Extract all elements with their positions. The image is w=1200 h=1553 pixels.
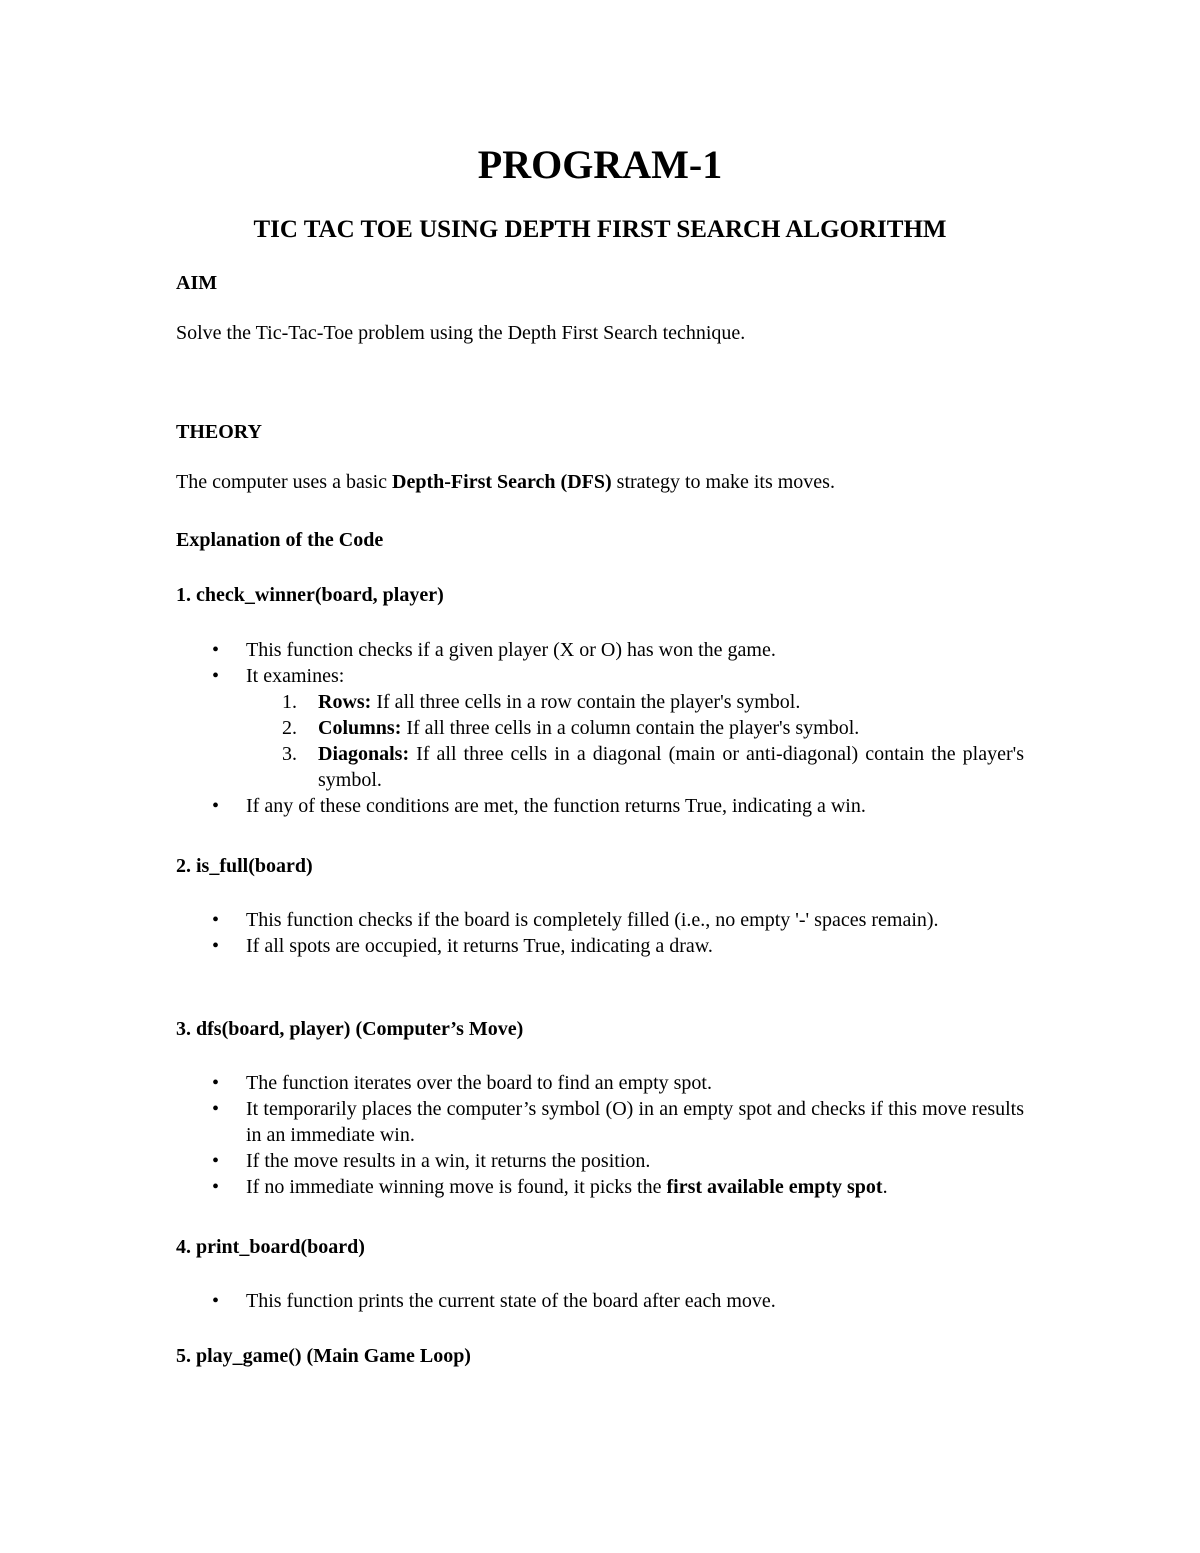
criteria-number: 3. <box>282 743 297 765</box>
section-2-list <box>176 907 1024 959</box>
section-3-heading: 3. dfs(board, player) (Computer’s Move) <box>176 1018 524 1040</box>
list-item <box>176 793 1024 819</box>
aim-text: Solve the Tic-Tac-Toe problem using the Depth First Search technique. <box>176 322 746 344</box>
explanation-heading: Explanation of the Code <box>176 529 384 551</box>
bullet-icon: • <box>212 1290 220 1312</box>
section-4-heading: 4. print_board(board) <box>176 1236 365 1258</box>
theory-text-end: strategy to make its moves. <box>611 471 835 493</box>
list-item <box>176 1070 1024 1096</box>
list-item <box>176 1174 1024 1200</box>
criteria-item <box>246 741 1024 793</box>
list-item <box>176 933 1024 959</box>
list-item-text: It examines: <box>246 665 345 687</box>
list-item <box>176 1096 1024 1148</box>
criteria-list <box>246 689 1024 793</box>
criteria-label: Columns: <box>318 717 402 739</box>
criteria-item <box>246 689 1024 715</box>
list-item-text: If the move results in a win, it returns the position. <box>246 1150 651 1172</box>
section-2-heading: 2. is_full(board) <box>176 855 313 877</box>
bullet-icon: • <box>212 795 220 817</box>
bullet-icon: • <box>212 1176 220 1198</box>
list-item <box>176 663 1024 793</box>
bullet-icon: • <box>212 1072 220 1094</box>
section-1-heading: 1. check_winner(board, player) <box>176 584 444 606</box>
section-5-heading: 5. play_game() (Main Game Loop) <box>176 1345 471 1367</box>
criteria-text: If all three cells in a diagonal (main or anti-diagonal) contain the player's symbol. <box>318 743 1024 791</box>
list-item-text: This function checks if the board is completely filled (i.e., no empty '-' spaces remain). <box>246 909 939 931</box>
theory-heading: THEORY <box>176 421 262 443</box>
theory-text-start: The computer uses a basic <box>176 471 393 493</box>
list-item <box>176 1288 1024 1314</box>
list-item <box>176 1148 1024 1174</box>
criteria-item <box>246 715 1024 741</box>
bullet-icon: • <box>212 1150 220 1172</box>
bullet-icon: • <box>212 639 220 661</box>
page-title: PROGRAM-1 <box>477 142 723 187</box>
theory-text <box>176 469 1024 495</box>
list-item-text-bold: first available empty spot <box>666 1176 883 1198</box>
criteria-label: Rows: <box>318 691 372 713</box>
section-3-list <box>176 1070 1024 1200</box>
bullet-icon: • <box>212 1098 220 1120</box>
criteria-number: 2. <box>282 717 297 739</box>
list-item-text-end: . <box>882 1176 888 1198</box>
criteria-number: 1. <box>282 691 297 713</box>
page-subtitle: TIC TAC TOE USING DEPTH FIRST SEARCH ALGORITHM <box>253 216 947 243</box>
list-item-text: If any of these conditions are met, the function returns True, indicating a win. <box>246 795 866 817</box>
list-item-text: If all spots are occupied, it returns True, indicating a draw. <box>246 935 713 957</box>
list-item-text: The function iterates over the board to find an empty spot. <box>246 1072 712 1094</box>
bullet-icon: • <box>212 935 220 957</box>
bullet-icon: • <box>212 909 220 931</box>
list-item-text: This function prints the current state of the board after each move. <box>246 1290 776 1312</box>
criteria-label: Diagonals: <box>318 743 410 765</box>
section-4-list <box>176 1288 1024 1314</box>
theory-text-bold: Depth-First Search (DFS) <box>392 471 612 493</box>
list-item-text: This function checks if a given player (X or O) has won the game. <box>246 639 776 661</box>
list-item-text-start: If no immediate winning move is found, it picks the <box>246 1176 667 1198</box>
list-item <box>176 637 1024 663</box>
list-item <box>176 907 1024 933</box>
criteria-text: If all three cells in a column contain the player's symbol. <box>401 717 860 739</box>
criteria-text: If all three cells in a row contain the player's symbol. <box>371 691 801 713</box>
section-1-list <box>176 637 1024 819</box>
bullet-icon: • <box>212 665 220 687</box>
list-item-text: It temporarily places the computer’s symbol (O) in an empty spot and checks if this move results in an immediate win. <box>246 1098 1024 1146</box>
aim-heading: AIM <box>176 272 218 294</box>
